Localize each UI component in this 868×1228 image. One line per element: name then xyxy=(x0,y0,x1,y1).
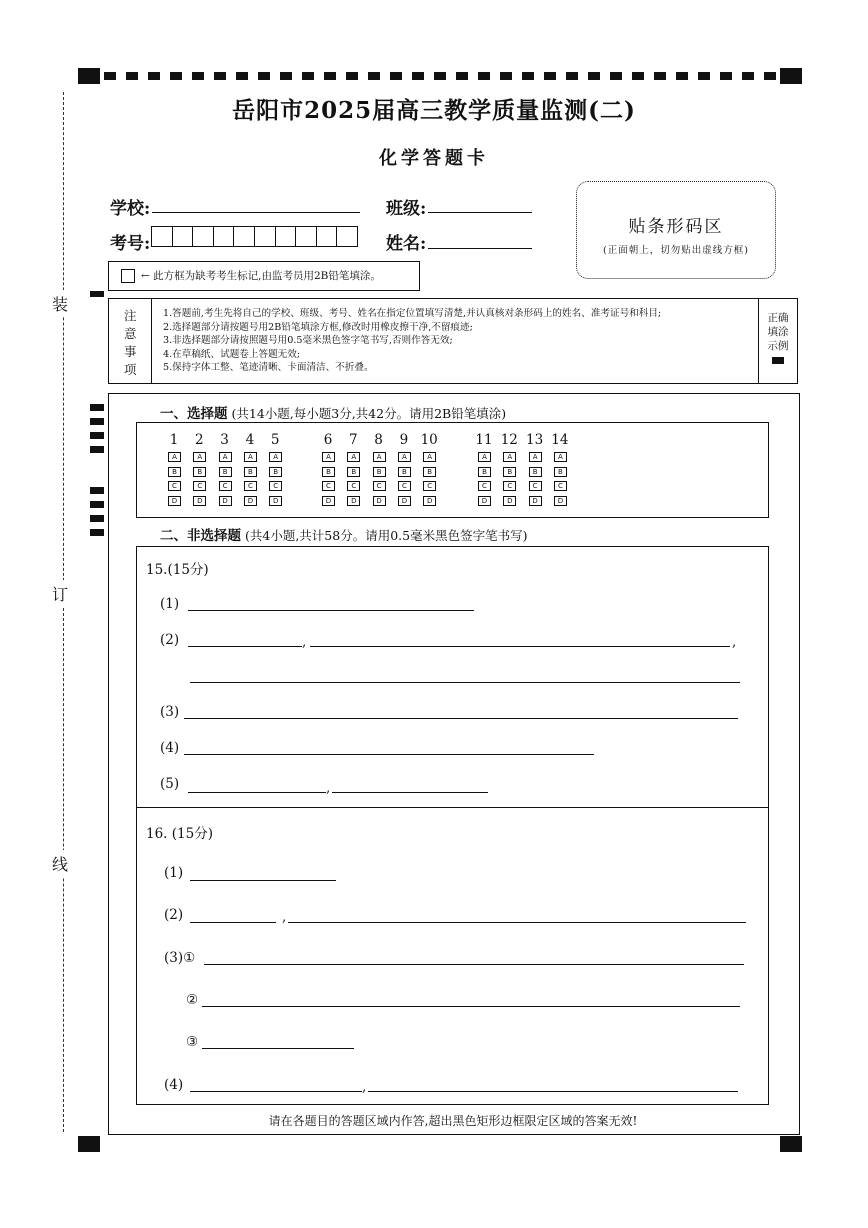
mcq-option-c[interactable]: C xyxy=(347,481,360,491)
mcq-question-number: 9 xyxy=(399,432,409,448)
q15-part-4-line[interactable] xyxy=(184,754,594,755)
q16-answer-box xyxy=(136,806,769,1105)
mcq-option-d[interactable]: D xyxy=(529,496,542,506)
mcq-option-d[interactable]: D xyxy=(347,496,360,506)
q16-part-3-2-line[interactable] xyxy=(202,1006,740,1007)
q15-part-1-line[interactable] xyxy=(188,610,474,611)
timing-mark xyxy=(90,501,104,508)
notice-heading-char: 意 xyxy=(124,326,137,341)
mcq-option-d[interactable]: D xyxy=(168,496,181,506)
absent-checkbox[interactable] xyxy=(121,269,135,283)
exam-title: 岳阳市2025届高三教学质量监测(二) xyxy=(232,97,636,124)
mcq-option-a[interactable]: A xyxy=(554,452,567,462)
mcq-question-number: 1 xyxy=(169,432,179,448)
mcq-question-number: 14 xyxy=(551,432,569,448)
q15-part-2-line-b[interactable] xyxy=(310,646,730,647)
notice-item: 1.答题前,考生先将自己的学校、班级、考号、姓名在指定位置填写清楚,并认真核对条形码上的姓名、准考证号和科目; xyxy=(163,308,662,319)
mcq-option-d[interactable]: D xyxy=(193,496,206,506)
timing-mark xyxy=(90,418,104,425)
corner-mark-top-left xyxy=(78,68,100,84)
barcode-title: 贴条形码区 xyxy=(628,217,724,237)
mcq-option-c[interactable]: C xyxy=(503,481,516,491)
q16-part-2-line-a[interactable] xyxy=(190,922,276,923)
q15-part-5-line-b[interactable] xyxy=(332,792,488,793)
mcq-option-a[interactable]: A xyxy=(193,452,206,462)
mcq-option-c[interactable]: C xyxy=(398,481,411,491)
q15-part-4-label: (4) xyxy=(160,740,180,756)
fill-sample-label: 示例 xyxy=(767,340,789,352)
mcq-question-number: 11 xyxy=(475,432,493,448)
q15-part-5-comma: , xyxy=(326,780,331,796)
notice-item: 2.选择题部分请按题号用2B铅笔填涂方框,修改时用橡皮擦干净,不留痕迹; xyxy=(163,321,473,333)
q16-part-3-2-label: ② xyxy=(186,992,199,1008)
q15-part-5-label: (5) xyxy=(160,776,180,792)
mcq-question-number: 12 xyxy=(500,432,518,448)
q15-part-3-label: (3) xyxy=(160,704,180,720)
section1-header xyxy=(160,402,506,422)
corner-mark-bottom-left xyxy=(78,1136,100,1152)
mcq-option-b[interactable]: B xyxy=(347,467,360,477)
notice-heading-char: 事 xyxy=(124,344,137,359)
fill-sample xyxy=(758,299,797,383)
mcq-option-b[interactable]: B xyxy=(423,467,436,477)
mcq-option-a[interactable]: A xyxy=(219,452,232,462)
notice-heading-char: 注 xyxy=(124,308,137,323)
fill-sample-label: 填涂 xyxy=(767,326,789,338)
school-label: 学校: xyxy=(110,199,151,219)
q16-part-2-comma: , xyxy=(282,909,287,925)
class-label: 班级: xyxy=(386,199,427,219)
mcq-option-a[interactable]: A xyxy=(529,452,542,462)
school-field[interactable] xyxy=(152,212,360,213)
mcq-option-b[interactable]: B xyxy=(322,467,335,477)
q15-title: 15.(15分) xyxy=(146,562,209,578)
mcq-option-b[interactable]: B xyxy=(554,467,567,477)
exam-number-label: 考号: xyxy=(110,234,151,254)
fill-sample-label: 正确 xyxy=(767,312,789,324)
section1-title: 一、选择题 xyxy=(160,406,228,422)
q16-part-3-3-label: ③ xyxy=(186,1034,199,1050)
mcq-option-b[interactable]: B xyxy=(269,467,282,477)
mcq-option-d[interactable]: D xyxy=(503,496,516,506)
mcq-option-b[interactable]: B xyxy=(244,467,257,477)
q15-part-2-comma: , xyxy=(302,634,307,650)
card-subtitle: 化学答题卡 xyxy=(379,148,489,169)
section2-note: (共4小题,共计58分。请用0.5毫米黑色签字笔书写) xyxy=(244,528,528,543)
q15-answer-box xyxy=(136,546,769,808)
notice-list xyxy=(163,307,661,375)
mcq-option-a[interactable]: A xyxy=(423,452,436,462)
absent-mark-box xyxy=(108,261,420,291)
mcq-option-a[interactable]: A xyxy=(373,452,386,462)
mcq-question-number: 6 xyxy=(323,432,333,448)
mcq-option-d[interactable]: D xyxy=(244,496,257,506)
section1-note: (共14小题,每小题3分,共42分。请用2B铅笔填涂) xyxy=(231,406,507,421)
binding-line xyxy=(63,92,64,1132)
mcq-option-c[interactable]: C xyxy=(193,481,206,491)
mcq-option-d[interactable]: D xyxy=(322,496,335,506)
mcq-option-c[interactable]: C xyxy=(529,481,542,491)
q15-part-2-line-a[interactable] xyxy=(188,646,302,647)
q16-part-1-label: (1) xyxy=(164,865,184,881)
notice-box xyxy=(108,298,798,384)
mcq-option-a[interactable]: A xyxy=(503,452,516,462)
q16-part-3-3-line[interactable] xyxy=(202,1048,354,1049)
mcq-option-a[interactable]: A xyxy=(244,452,257,462)
section2-header xyxy=(160,524,527,544)
mcq-question-number: 4 xyxy=(245,432,255,448)
q15-part-5-line-a[interactable] xyxy=(188,792,326,793)
class-field[interactable] xyxy=(428,212,532,213)
q15-part-2-line-c[interactable] xyxy=(190,682,740,683)
mcq-question-number: 10 xyxy=(420,432,438,448)
mcq-option-c[interactable]: C xyxy=(168,481,181,491)
mcq-option-b[interactable]: B xyxy=(529,467,542,477)
timing-mark xyxy=(90,404,104,411)
mcq-option-c[interactable]: C xyxy=(554,481,567,491)
notice-heading-char: 项 xyxy=(124,362,137,377)
mcq-option-d[interactable]: D xyxy=(554,496,567,506)
mcq-option-b[interactable]: B xyxy=(219,467,232,477)
mcq-option-c[interactable]: C xyxy=(269,481,282,491)
q16-part-4-comma: , xyxy=(362,1079,367,1095)
mcq-option-d[interactable]: D xyxy=(219,496,232,506)
mcq-option-b[interactable]: B xyxy=(398,467,411,477)
timing-mark xyxy=(90,529,104,536)
mcq-option-b[interactable]: B xyxy=(373,467,386,477)
top-dash-line xyxy=(104,72,780,80)
barcode-area xyxy=(576,181,776,279)
mcq-question-number: 2 xyxy=(195,432,204,448)
timing-mark xyxy=(90,291,104,297)
q15-part-3-line[interactable] xyxy=(184,718,738,719)
q16-part-3-1-label: (3)① xyxy=(164,950,196,966)
q15-part-2-label: (2) xyxy=(160,632,180,648)
mcq-option-b[interactable]: B xyxy=(168,467,181,477)
section2-title: 二、非选择题 xyxy=(160,528,241,544)
timing-mark xyxy=(90,487,104,494)
mcq-option-c[interactable]: C xyxy=(478,481,491,491)
absent-note: ← 此方框为缺考考生标记,由监考员用2B铅笔填涂。 xyxy=(141,270,381,282)
q16-part-2-label: (2) xyxy=(164,907,184,923)
notice-item: 5.保持字体工整、笔迹清晰、卡面清洁、不折叠。 xyxy=(163,362,374,374)
notice-item: 4.在草稿纸、试题卷上答题无效; xyxy=(163,348,301,360)
mcq-option-d[interactable]: D xyxy=(373,496,386,506)
mcq-option-b[interactable]: B xyxy=(503,467,516,477)
corner-mark-bottom-right xyxy=(780,1136,802,1152)
mcq-option-b[interactable]: B xyxy=(478,467,491,477)
q16-part-3-1-line[interactable] xyxy=(204,964,744,965)
name-field[interactable] xyxy=(428,248,532,249)
fill-sample-mark xyxy=(772,357,784,364)
notice-heading xyxy=(109,299,152,383)
mcq-option-d[interactable]: D xyxy=(398,496,411,506)
mcq-option-d[interactable]: D xyxy=(423,496,436,506)
mcq-option-a[interactable]: A xyxy=(269,452,282,462)
mcq-option-c[interactable]: C xyxy=(322,481,335,491)
mcq-option-d[interactable]: D xyxy=(269,496,282,506)
mcq-option-c[interactable]: C xyxy=(244,481,257,491)
timing-mark xyxy=(90,446,104,453)
q15-part-2-comma-end: , xyxy=(732,634,737,650)
timing-mark xyxy=(90,515,104,522)
q16-part-4-line-b[interactable] xyxy=(368,1091,738,1092)
mcq-option-c[interactable]: C xyxy=(423,481,436,491)
footer-warning: 请在各题目的答题区域内作答,超出黑色矩形边框限定区域的答案无效! xyxy=(268,1114,638,1128)
mcq-option-c[interactable]: C xyxy=(373,481,386,491)
binding-label-1: 装 xyxy=(52,290,68,317)
binding-label-2: 订 xyxy=(52,580,68,607)
q16-part-1-line[interactable] xyxy=(190,880,336,881)
name-label: 姓名: xyxy=(386,234,427,254)
q16-part-4-label: (4) xyxy=(164,1077,184,1093)
notice-item: 3.非选择题部分请按照题号用0.5毫米黑色签字笔书写,否则作答无效; xyxy=(163,335,453,347)
mcq-question-number: 5 xyxy=(270,432,280,448)
corner-mark-top-right xyxy=(780,68,802,84)
mcq-option-d[interactable]: D xyxy=(478,496,491,506)
binding-label-3: 线 xyxy=(52,850,68,877)
mcq-question-number: 13 xyxy=(526,432,544,448)
q15-part-1-label: (1) xyxy=(160,596,180,612)
mcq-option-a[interactable]: A xyxy=(478,452,491,462)
q16-part-4-line-a[interactable] xyxy=(190,1091,362,1092)
barcode-note: (正面朝上，切勿贴出虚线方框) xyxy=(603,245,749,256)
mcq-option-a[interactable]: A xyxy=(347,452,360,462)
mcq-option-c[interactable]: C xyxy=(219,481,232,491)
mcq-question-number: 8 xyxy=(374,432,383,448)
mcq-question-number: 3 xyxy=(220,432,229,448)
mcq-option-a[interactable]: A xyxy=(398,452,411,462)
mcq-question-number: 7 xyxy=(349,432,358,448)
timing-mark xyxy=(90,432,104,439)
mcq-option-a[interactable]: A xyxy=(322,452,335,462)
mcq-option-b[interactable]: B xyxy=(193,467,206,477)
q16-part-2-line-b[interactable] xyxy=(288,922,746,923)
q16-title: 16. (15分) xyxy=(146,826,213,842)
exam-number-boxes[interactable] xyxy=(152,226,358,247)
mcq-option-a[interactable]: A xyxy=(168,452,181,462)
